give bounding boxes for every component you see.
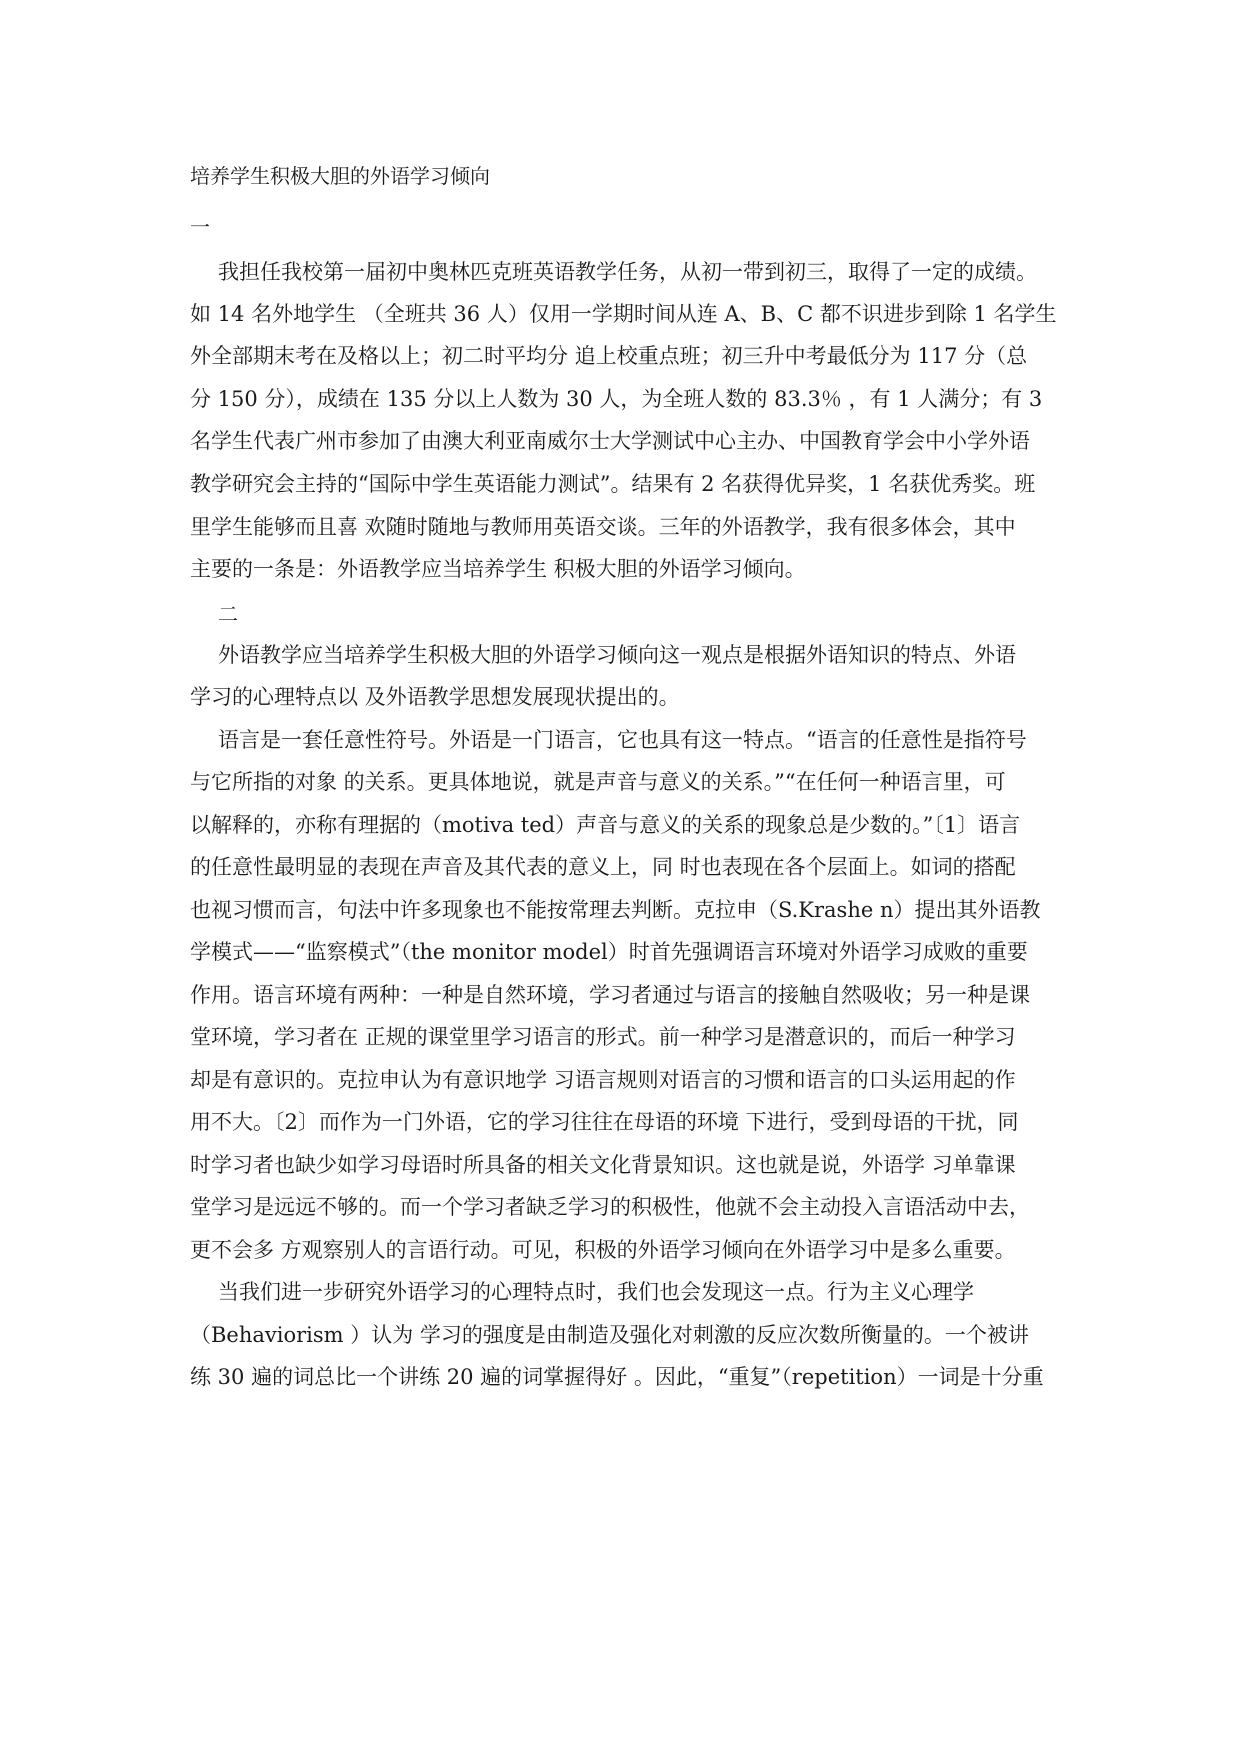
paragraph-line: 语言是一套任意性符号。外语是一门语言，它也具有这一特点。“语言的任意性是指符号 (218, 728, 1027, 752)
paragraph-line: 里学生能够而且喜 欢随时随地与教师用英语交谈。三年的外语教学，我有很多体会，其中 (190, 515, 1016, 539)
paragraph-line: 用不大。〔2〕而作为一门外语，它的学习往往在母语的环境 下进行，受到母语的干扰，同 (190, 1110, 1019, 1134)
paragraph-line: 主要的一条是：外语教学应当培养学生 积极大胆的外语学习倾向。 (190, 557, 806, 581)
paragraph-line: 学习的心理特点以 及外语教学思想发展现状提出的。 (190, 685, 680, 709)
paragraph-line: 堂学习是远远不够的。而一个学习者缺乏学习的积极性，他就不会主动投入言语活动中去， (190, 1195, 1030, 1219)
paragraph-line: 作用。语言环境有两种：一种是自然环境，学习者通过与语言的接触自然吸收；另一种是课 (190, 983, 1030, 1007)
paragraph-line: 名学生代表广州市参加了由澳大利亚南威尔士大学测试中心主办、中国教育学会中小学外语 (190, 429, 1030, 453)
paragraph-line: 以解释的，亦称有理据的（motiva ted）声音与意义的关系的现象总是少数的。”〔1〕语言 (190, 813, 1021, 837)
paragraph-line: 外全部期末考在及格以上；初二时平均分 追上校重点班；初三升中考最低分为 117 分（总 (190, 344, 1028, 368)
paragraph-line: 我担任我校第一届初中奥林匹克班英语教学任务，从初一带到初三，取得了一定的成绩。 (218, 260, 1037, 284)
paragraph-line: 时学习者也缺少如学习母语时所具备的相关文化背景知识。这也就是说，外语学 习单靠课 (190, 1153, 1016, 1177)
paragraph-line: 教学研究会主持的“国际中学生英语能力测试”。结果有 2 名获得优异奖，1 名获优秀奖。班 (190, 472, 1036, 496)
paragraph-line: 的任意性最明显的表现在声音及其代表的意义上，同 时也表现在各个层面上。如词的搭配 (190, 855, 1016, 879)
paragraph-line: 却是有意识的。克拉申认为有意识地学 习语言规则对语言的习惯和语言的口头运用起的作 (190, 1068, 1016, 1092)
paragraph-line: 外语教学应当培养学生积极大胆的外语学习倾向这一观点是根据外语知识的特点、外语 (218, 643, 1016, 667)
document-title: 培养学生积极大胆的外语学习倾向 (190, 164, 490, 188)
paragraph-line: 分 150 分），成绩在 135 分以上人数为 30 人，为全班人数的 83.3％ ，有 1 人满分；有 3 (190, 387, 1043, 411)
section-marker-one: 一 (190, 215, 210, 239)
paragraph-line: 也视习惯而言，句法中许多现象也不能按常理去判断。克拉申（S.Krashe n）提出其外语教 (190, 898, 1041, 922)
paragraph-line: 练 30 遍的词总比一个讲练 20 遍的词掌握得好 。因此，“重复”（repetition）一词是十分重 (190, 1365, 1044, 1389)
paragraph-line: 更不会多 方观察别人的言语行动。可见，积极的外语学习倾向在外语学习中是多么重要。 (190, 1238, 1016, 1262)
paragraph-line: 堂环境，学习者在 正规的课堂里学习语言的形式。前一种学习是潜意识的，而后一种学习 (190, 1025, 1016, 1049)
paragraph-line: 如 14 名外地学生 （全班共 36 人）仅用一学期时间从连 A、B、C 都不识进步到除 1 名学生 (190, 302, 1057, 326)
paragraph-line: 当我们进一步研究外语学习的心理特点时，我们也会发现这一点。行为主义心理学 (218, 1280, 974, 1304)
paragraph-line: 与它所指的对象 的关系。更具体地说，就是声音与意义的关系。”“在任何一种语言里，可 (190, 770, 1006, 794)
paragraph-line: （Behaviorism ）认为 学习的强度是由制造及强化对刺激的反应次数所衡量的。一个被讲 (190, 1323, 1029, 1347)
section-marker-two: 二 (218, 602, 238, 626)
paragraph-line: 学模式——“监察模式”（the monitor model）时首先强调语言环境对外语学习成败的重要 (190, 940, 1028, 964)
